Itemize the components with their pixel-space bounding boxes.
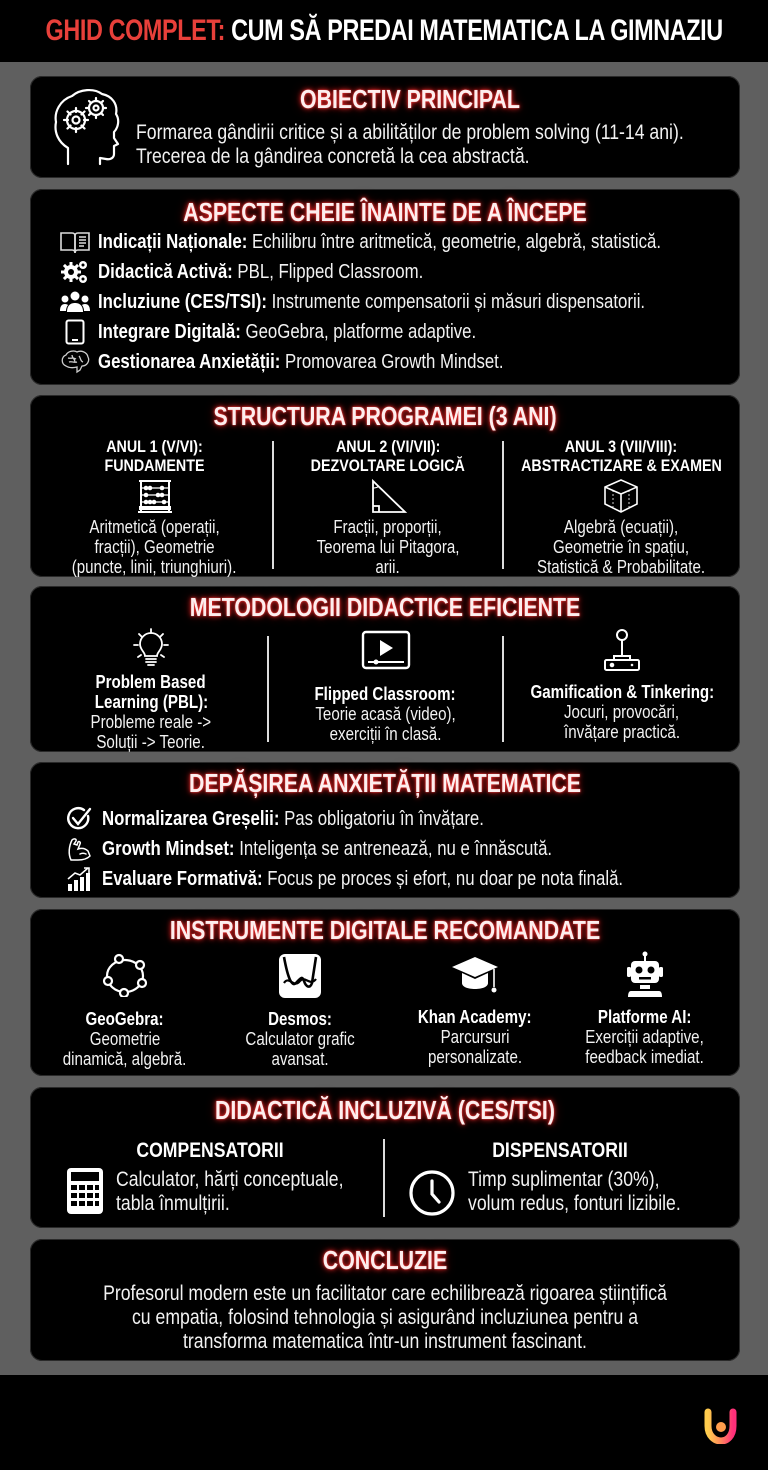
method-description: Soluții -> Teorie. [96, 732, 206, 752]
cube-icon [601, 478, 641, 514]
structure-title: STRUCTURA PROGRAMEI (3 ANI) [213, 401, 557, 431]
structure-card [30, 395, 740, 577]
tool-desmos [215, 953, 385, 1069]
dispensatory-heading: DISPENSATORII [492, 1139, 628, 1162]
tool-description: dinamică, algebră. [63, 1049, 187, 1069]
year-subheading: FUNDAMENTE [104, 456, 205, 475]
robot-icon [623, 951, 667, 999]
tool-ai [560, 951, 730, 1067]
tool-khan [390, 953, 560, 1067]
brand-logo-icon [703, 1408, 737, 1444]
key-aspect-item [58, 257, 738, 287]
year-subheading: ABSTRACTIZARE & EXAMEN [520, 456, 722, 475]
method-name: Flipped Classroom: [314, 684, 457, 704]
key-aspect-text: Promovarea Growth Mindset. [280, 350, 504, 373]
tool-description: avansat. [271, 1049, 329, 1069]
anxiety-text: Inteligența se antrenează, nu e înnăscută. [234, 837, 553, 860]
joystick-icon [602, 628, 642, 672]
tool-name: Desmos: [268, 1009, 332, 1029]
key-aspect-item [58, 227, 738, 257]
calculator-icon [66, 1167, 104, 1215]
compensatory-line: tabla înmulțirii. [116, 1192, 230, 1215]
tool-description: Calculator grafic [245, 1029, 355, 1049]
people-icon [58, 289, 92, 315]
method-description: învățare practică. [563, 722, 680, 742]
brain-gears-icon [50, 86, 124, 166]
anxiety-label: Evaluare Formativă: [102, 867, 263, 890]
tablet-icon [58, 319, 92, 345]
anxiety-item [62, 804, 732, 834]
year-1-column [42, 437, 267, 577]
right-triangle-icon [368, 478, 408, 514]
conclusion-card [30, 1239, 740, 1361]
tool-name: Khan Academy: [418, 1007, 532, 1027]
tool-description: feedback imediat. [585, 1047, 705, 1067]
dispensatory-line: volum redus, fonturi lizibile. [468, 1192, 681, 1215]
anxiety-title: DEPĂȘIREA ANXIETĂȚII MATEMATICE [188, 768, 582, 798]
compensatory-heading: COMPENSATORII [136, 1139, 284, 1162]
gears-icon [58, 259, 92, 285]
year-heading: ANUL 3 (VII/VIII): [564, 437, 678, 456]
checkmark-circle-icon [62, 806, 96, 832]
divider [502, 441, 504, 569]
tool-geogebra [40, 953, 210, 1069]
method-description: Jocuri, provocări, [564, 702, 680, 722]
conclusion-line: Profesorul modern este un facilitator care echilibrează rigoarea științifică [103, 1282, 667, 1305]
book-icon [58, 229, 92, 255]
key-aspect-item [58, 347, 738, 377]
anxiety-item [62, 834, 732, 864]
conclusion-title: CONCLUZIE [322, 1245, 448, 1275]
page-title-rest: CUM SĂ PREDAI MATEMATICA LA GIMNAZIU [224, 14, 723, 47]
method-name: Gamification & Tinkering: [530, 682, 714, 702]
key-aspect-text: Instrumente compensatorii și măsuri dispensatorii. [266, 290, 646, 313]
divider [502, 636, 504, 742]
method-gamification [506, 628, 738, 742]
key-aspect-text: Echilibru între aritmetică, geometrie, algebră, statistică. [247, 230, 662, 253]
key-aspect-label: Didactică Activă: [98, 260, 233, 283]
key-aspect-text: GeoGebra, platforme adaptive. [240, 320, 477, 343]
flexed-arm-icon [62, 836, 96, 862]
year-description-line: Aritmetică (operații, [89, 517, 220, 537]
anxiety-item [62, 864, 732, 894]
key-aspect-label: Integrare Digitală: [98, 320, 241, 343]
inclusive-title: DIDACTICĂ INCLUZIVĂ (CES/TSI) [215, 1095, 555, 1125]
method-description: exerciții în clasă. [329, 724, 442, 744]
lightbulb-icon [133, 628, 169, 670]
year-description-line: Fracții, proporții, [333, 517, 443, 537]
objective-line-1: Formarea gândirii critice și a abilităților de problem solving (11-14 ani). [136, 121, 684, 144]
page-title [45, 14, 722, 48]
dispensatory-line: Timp suplimentar (30%), [468, 1168, 660, 1191]
key-aspect-text: PBL, Flipped Classroom. [232, 260, 424, 283]
year-description-line: Teorema lui Pitagora, [316, 537, 460, 557]
anxiety-label: Normalizarea Greșelii: [102, 807, 280, 830]
video-player-icon [361, 630, 411, 670]
method-pbl [40, 628, 262, 752]
page-header [0, 0, 768, 62]
year-description-line: arii. [375, 557, 401, 577]
anxiety-label: Growth Mindset: [102, 837, 235, 860]
year-heading: ANUL 1 (V/VI): [106, 437, 203, 456]
page-title-accent: GHID COMPLET: [45, 14, 225, 47]
method-name: Learning (PBL): [94, 692, 208, 712]
footer [0, 1375, 768, 1470]
compensatory-line: Calculator, hărți conceptuale, [116, 1168, 344, 1191]
tool-name: GeoGebra: [85, 1009, 165, 1029]
abacus-icon [135, 478, 175, 514]
year-description-line: Algebră (ecuații), [563, 517, 679, 537]
divider [267, 636, 269, 742]
key-aspects-title: ASPECTE CHEIE ÎNAINTE DE A ÎNCEPE [183, 197, 587, 227]
graduation-cap-icon [450, 953, 500, 997]
method-description: Teorie acasă (video), [315, 704, 456, 724]
year-2-column [276, 437, 500, 577]
objective-line-2: Trecerea de la gândirea concretă la cea abstractă. [136, 145, 530, 168]
geogebra-icon [102, 953, 148, 997]
method-description: Probleme reale -> [90, 712, 212, 732]
key-aspect-label: Gestionarea Anxietății: [98, 350, 281, 373]
clock-icon [408, 1169, 456, 1217]
desmos-icon [278, 953, 322, 999]
key-aspects-card [30, 189, 740, 385]
year-description-line: Geometrie în spațiu, [552, 537, 690, 557]
year-subheading: DEZVOLTARE LOGICĂ [310, 456, 466, 475]
growth-chart-icon [62, 866, 96, 892]
method-flipped [271, 630, 500, 744]
anxiety-card [30, 762, 740, 898]
conclusion-line: transforma matematica într-un instrument fascinant. [183, 1330, 587, 1353]
tools-title: INSTRUMENTE DIGITALE RECOMANDATE [169, 915, 601, 945]
tool-description: personalizate. [427, 1047, 523, 1067]
tools-card [30, 909, 740, 1076]
brain-icon [58, 349, 92, 375]
year-heading: ANUL 2 (VI/VII): [335, 437, 441, 456]
objective-card [30, 76, 740, 178]
anxiety-text: Pas obligatoriu în învățare. [279, 807, 484, 830]
year-3-column [506, 437, 736, 577]
key-aspect-item [58, 287, 738, 317]
key-aspect-item [58, 317, 738, 347]
year-description-line: fracții), Geometrie [94, 537, 215, 557]
year-description-line: Statistică & Probabilitate. [536, 557, 706, 577]
tool-name: Platforme AI: [598, 1007, 692, 1027]
objective-title: OBIECTIV PRINCIPAL [300, 84, 520, 114]
methods-title: METODOLOGII DIDACTICE EFICIENTE [189, 592, 581, 622]
divider [383, 1139, 385, 1217]
tool-description: Exerciții adaptive, [585, 1027, 705, 1047]
methods-card [30, 586, 740, 752]
tool-description: Geometrie [89, 1029, 161, 1049]
method-name: Problem Based [95, 672, 207, 692]
conclusion-line: cu empatia, folosind tehnologia și asigurând incluziunea pentru a [131, 1306, 639, 1329]
divider [272, 441, 274, 569]
year-description-line: (puncte, linii, triunghiuri). [72, 557, 237, 577]
key-aspect-label: Incluziune (CES/TSI): [98, 290, 267, 313]
inclusive-card [30, 1087, 740, 1228]
anxiety-text: Focus pe proces și efort, nu doar pe nota finală. [262, 867, 624, 890]
tool-description: Parcursuri [440, 1027, 510, 1047]
key-aspect-label: Indicații Naționale: [98, 230, 248, 253]
